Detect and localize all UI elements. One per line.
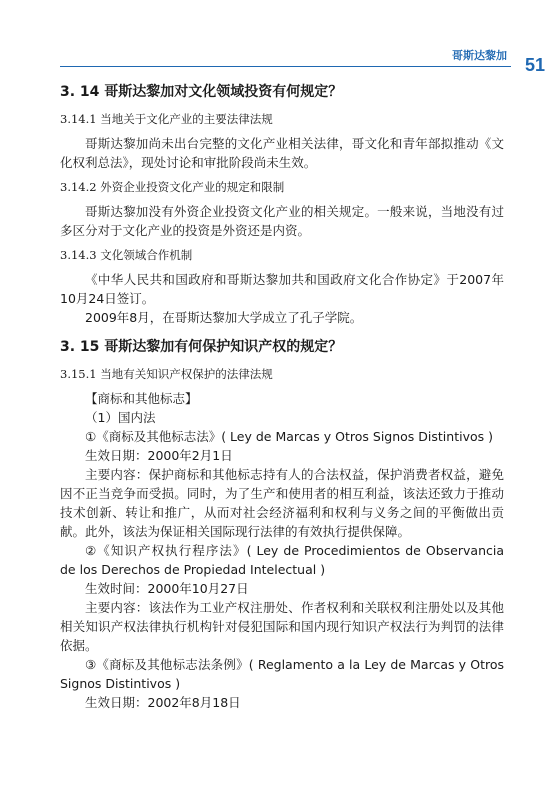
law-title: ②《知识产权执行程序法》( Ley de Procedimientos de Observancia de los Derechos de Propiedad Intelectual ) (60, 543, 504, 577)
subsection-heading-3-15-1: 3.15.1 当地有关知识产权保护的法律法规 (60, 367, 273, 381)
section-heading-3-14: 3. 14 哥斯达黎加对文化领域投资有何规定？ (60, 84, 343, 100)
paragraph: 哥斯达黎加尚未出台完整的文化产业相关法律，哥文化和青年部拟推动《文化权利总法》，现处讨论和审批阶段尚未生效。 (60, 136, 504, 170)
law-title: ③《商标及其他标志法条例》( Reglamento a la Ley de Marcas y Otros Signos Distintivos ) (60, 657, 504, 691)
subsection-heading-3-14-1: 3.14.1 当地关于文化产业的主要法律法规 (60, 112, 273, 126)
page-number: 51 (524, 55, 545, 75)
law-effective-date: 生效日期：2002年8月18日 (85, 695, 241, 710)
law-content: 主要内容：该法作为工业产权注册处、作者权利和关联权利注册处以及其他相关知识产权法律执行机构针对侵犯国际和国内现行知识产权法行为判罚的法律依据。 (60, 600, 504, 653)
category-label: 【商标和其他标志】 (85, 391, 198, 406)
page-body (60, 82, 504, 712)
header-country-name: 哥斯达黎加 (452, 49, 507, 62)
subsection-heading-3-14-3: 3.14.3 文化领域合作机制 (60, 248, 193, 262)
paragraph: 哥斯达黎加没有外资企业投资文化产业的相关规定。一般来说，当地没有过多区分对于文化产业的投资是外资还是内资。 (60, 204, 504, 238)
law-effective-date: 生效时间：2000年10月27日 (85, 581, 249, 596)
paragraph: 2009年8月，在哥斯达黎加大学成立了孔子学院。 (85, 310, 363, 325)
subsection-heading-3-14-2: 3.14.2 外资企业投资文化产业的规定和限制 (60, 180, 285, 194)
law-content: 主要内容：保护商标和其他标志持有人的合法权益，保护消费者权益，避免因不正当竞争而受损。同时，为了生产和使用者的相互利益，该法还致力于推动技术创新、转让和推广，从而对社会经济福利和权利与义务之间的平衡做出贡献。此外，该法为保证相关国际现行法律的有效执行提供保障。 (60, 467, 504, 539)
page-header (0, 0, 559, 86)
paragraph: 《中华人民共和国政府和哥斯达黎加共和国政府文化合作协定》于2007年10月24日签订。 (60, 272, 504, 306)
subcategory-label: （1）国内法 (85, 410, 156, 425)
law-effective-date: 生效日期：2000年2月1日 (85, 448, 233, 463)
law-title: ①《商标及其他标志法》( Ley de Marcas y Otros Signos Distintivos ) (85, 429, 493, 444)
section-heading-3-15: 3. 15 哥斯达黎加有何保护知识产权的规定？ (60, 339, 343, 355)
header-divider (60, 66, 511, 67)
